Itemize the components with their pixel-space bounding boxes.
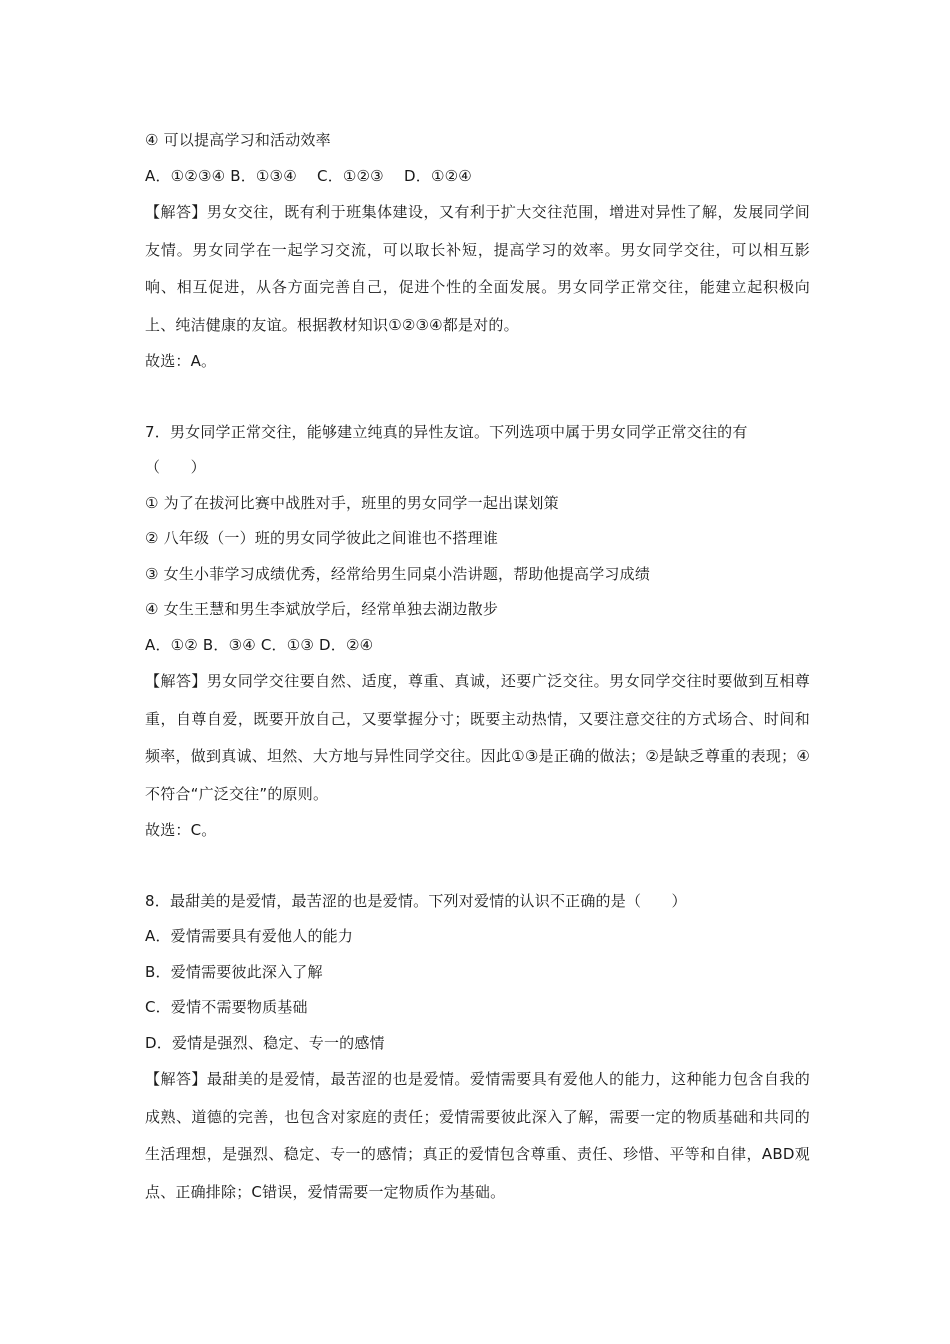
q6-choice: 故选：A。 <box>145 352 217 370</box>
q8-stem: 8．最甜美的是爱情，最苦涩的也是爱情。下列对爱情的认识不正确的是（ ） <box>145 891 687 910</box>
q8-answer: 【解答】最甜美的是爱情，最苦涩的也是爱情。爱情需要具有爱他人的能力，这种能力包含自我的成熟、道德的完善，也包含对家庭的责任；爱情需要彼此深入了解，需要一定的物质基础和共同的生活理想，是强烈、稳定、专一的感情；真正的爱情包含尊重、责任、珍惜、平等和自律，ABD观点、正确排除；C错误，爱情需要一定物质作为基础。 <box>145 1070 810 1201</box>
q7-stem: 7．男女同学正常交往，能够建立纯真的异性友谊。下列选项中属于男女同学正常交往的有 <box>145 422 748 441</box>
q6-item-4: ④ 可以提高学习和活动效率 <box>145 131 331 149</box>
q6-answer: 【解答】男女交往，既有利于班集体建设，又有利于扩大交往范围，增进对异性了解，发展同学间友情。男女同学在一起学习交流，可以取长补短，提高学习的效率。男女同学交往，可以相互影响、相互促进，从各方面完善自己，促进个性的全面发展。男女同学正常交往，能建立起积极向上、纯洁健康的友谊。根据教材知识①②③④都是对的。 <box>145 203 810 334</box>
document-page <box>145 123 810 1211</box>
q7-item-4: ④ 女生王慧和男生李斌放学后，经常单独去湖边散步 <box>145 600 499 618</box>
q6-options: A．①②③④ B．①③④ C．①②③ D．①②④ <box>145 166 472 185</box>
q8-option-b: B．爱情需要彼此深入了解 <box>145 962 323 981</box>
q7-answer: 【解答】男女同学交往要自然、适度，尊重、真诚，还要广泛交往。男女同学交往时要做到互相尊重，自尊自爱，既要开放自己，又要掌握分寸；既要主动热情，又要注意交往的方式场合、时间和频率，做到真诚、坦然、大方地与异性同学交往。因此①③是正确的做法；②是缺乏尊重的表现；④不符合“广泛交往”的原则。 <box>145 672 810 803</box>
q7-item-3: ③ 女生小菲学习成绩优秀，经常给男生同桌小浩讲题，帮助他提高学习成绩 <box>145 564 651 583</box>
q8-option-a: A．爱情需要具有爱他人的能力 <box>145 927 354 945</box>
q8-option-d: D．爱情是强烈、稳定、专一的感情 <box>145 1033 385 1052</box>
q8-option-c: C．爱情不需要物质基础 <box>145 998 308 1016</box>
spacer <box>145 380 810 415</box>
spacer <box>145 849 810 884</box>
q7-options: A．①② B．③④ C．①③ D．②④ <box>145 635 374 654</box>
q7-item-2: ② 八年级（一）班的男女同学彼此之间谁也不搭理谁 <box>145 529 499 547</box>
q7-item-1: ① 为了在拔河比赛中战胜对手，班里的男女同学一起出谋划策 <box>145 493 559 512</box>
q7-choice: 故选：C。 <box>145 821 217 839</box>
q7-paren: （ ） <box>145 458 206 476</box>
